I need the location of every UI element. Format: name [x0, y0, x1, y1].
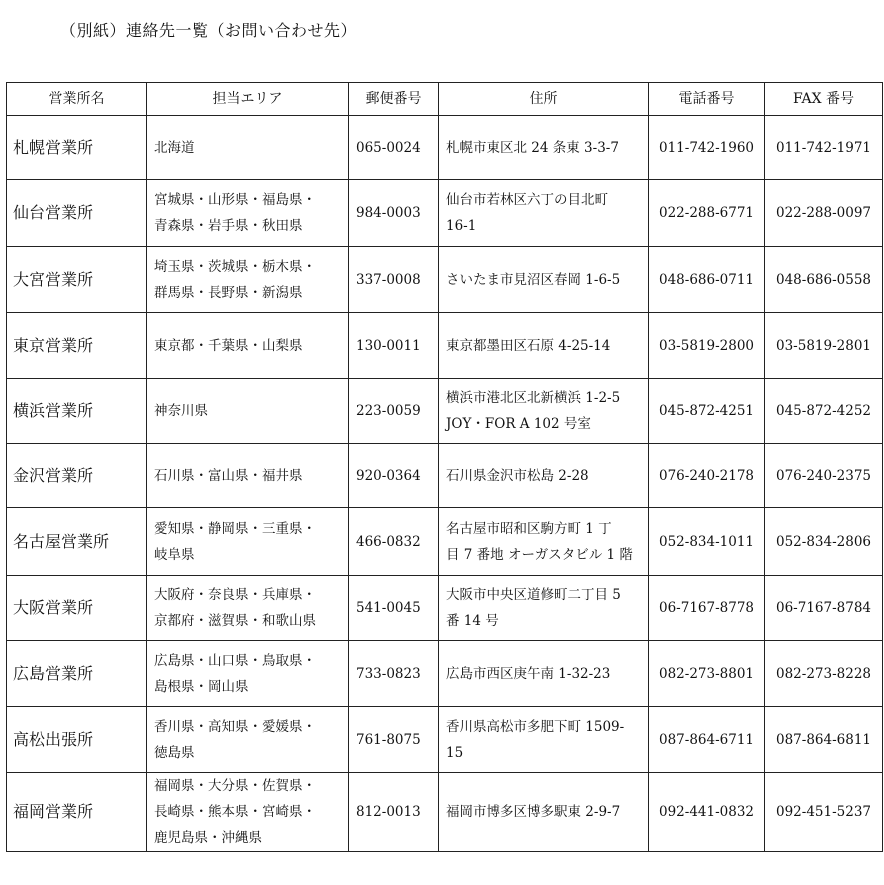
cell-fax: 045-872-4252: [765, 379, 883, 444]
cell-fax: 076-240-2375: [765, 444, 883, 508]
address-line: 大阪市中央区道修町二丁目 5: [446, 587, 621, 603]
area-line: 長崎県・熊本県・宮崎県・: [154, 804, 316, 820]
cell-phone: 087-864-6711: [649, 707, 765, 773]
cell-postal: 984-0003: [349, 180, 439, 247]
address-line: 15: [446, 744, 464, 761]
cell-area: [147, 576, 349, 641]
cell-area: [147, 508, 349, 576]
cell-address: [439, 116, 649, 180]
cell-phone: 06-7167-8778: [649, 576, 765, 641]
header-address: 住所: [439, 83, 649, 116]
table-row: [7, 379, 883, 444]
cell-postal: 466-0832: [349, 508, 439, 576]
cell-phone: 082-273-8801: [649, 641, 765, 707]
area-line: 埼玉県・茨城県・栃木県・: [154, 258, 316, 275]
address-line: 仙台市若林区六丁の目北町: [446, 192, 608, 208]
table-body: [7, 116, 883, 852]
cell-postal: 130-0011: [349, 313, 439, 379]
address-line: 名古屋市昭和区駒方町 1 丁: [446, 520, 612, 537]
header-area: 担当エリア: [147, 83, 349, 116]
cell-postal: 223-0059: [349, 379, 439, 444]
cell-fax: 03-5819-2801: [765, 313, 883, 379]
table-row: [7, 508, 883, 576]
address-line: JOY・FOR A 102 号室: [446, 416, 591, 432]
area-line: 宮城県・山形県・福島県・: [154, 192, 316, 208]
cell-postal: 541-0045: [349, 576, 439, 641]
area-line: 東京都・千葉県・山梨県: [154, 337, 303, 354]
cell-address: [439, 641, 649, 707]
cell-phone: 045-872-4251: [649, 379, 765, 444]
table-row: [7, 773, 883, 852]
cell-address: [439, 576, 649, 641]
area-line: 福岡県・大分県・佐賀県・: [154, 778, 316, 794]
cell-phone: 022-288-6771: [649, 180, 765, 247]
address-line: 札幌市東区北 24 条東 3-3-7: [446, 139, 619, 156]
area-line: 大阪府・奈良県・兵庫県・: [154, 587, 316, 603]
cell-postal: 065-0024: [349, 116, 439, 180]
address-line: 広島市西区庚午南 1-32-23: [446, 665, 611, 682]
cell-fax: 092-451-5237: [765, 773, 883, 852]
cell-area: [147, 773, 349, 852]
area-line: 北海道: [154, 139, 195, 156]
area-line: 石川県・富山県・福井県: [154, 467, 303, 484]
table-row: [7, 576, 883, 641]
cell-area: [147, 313, 349, 379]
cell-office: 金沢営業所: [7, 444, 147, 508]
area-line: 群馬県・長野県・新潟県: [154, 284, 303, 301]
table-row: [7, 707, 883, 773]
cell-area: [147, 641, 349, 707]
table-row: [7, 641, 883, 707]
cell-fax: 06-7167-8784: [765, 576, 883, 641]
cell-address: [439, 707, 649, 773]
cell-address: [439, 247, 649, 313]
cell-area: [147, 444, 349, 508]
address-line: 16-1: [446, 218, 477, 234]
cell-office: 福岡営業所: [7, 773, 147, 852]
header-fax: FAX 番号: [765, 83, 883, 116]
cell-fax: 011-742-1971: [765, 116, 883, 180]
cell-address: [439, 379, 649, 444]
area-line: 鹿児島県・沖縄県: [154, 830, 262, 846]
cell-area: [147, 379, 349, 444]
header-office: 営業所名: [7, 83, 147, 116]
cell-postal: 812-0013: [349, 773, 439, 852]
cell-address: [439, 313, 649, 379]
cell-postal: 337-0008: [349, 247, 439, 313]
address-line: 香川県高松市多肥下町 1509-: [446, 718, 625, 735]
cell-office: 仙台営業所: [7, 180, 147, 247]
cell-office: 名古屋営業所: [7, 508, 147, 576]
address-line: 石川県金沢市松島 2-28: [446, 467, 589, 484]
cell-office: 東京営業所: [7, 313, 147, 379]
cell-fax: 022-288-0097: [765, 180, 883, 247]
table-row: [7, 247, 883, 313]
cell-phone: 048-686-0711: [649, 247, 765, 313]
cell-area: [147, 707, 349, 773]
cell-area: [147, 116, 349, 180]
area-line: 京都府・滋賀県・和歌山県: [154, 613, 316, 629]
cell-office: 大阪営業所: [7, 576, 147, 641]
area-line: 神奈川県: [154, 403, 208, 419]
address-line: 番 14 号: [446, 613, 499, 629]
cell-office: 高松出張所: [7, 707, 147, 773]
cell-phone: 03-5819-2800: [649, 313, 765, 379]
cell-fax: 082-273-8228: [765, 641, 883, 707]
cell-fax: 048-686-0558: [765, 247, 883, 313]
area-line: 徳島県: [154, 744, 195, 761]
table-header-row: [7, 83, 883, 116]
cell-office: 広島営業所: [7, 641, 147, 707]
cell-office: 札幌営業所: [7, 116, 147, 180]
table-row: [7, 116, 883, 180]
address-line: 福岡市博多区博多駅東 2-9-7: [446, 804, 621, 820]
cell-office: 大宮営業所: [7, 247, 147, 313]
cell-office: 横浜営業所: [7, 379, 147, 444]
cell-address: [439, 773, 649, 852]
cell-address: [439, 444, 649, 508]
area-line: 香川県・高知県・愛媛県・: [154, 718, 316, 735]
address-line: 目 7 番地 オーガスタビル 1 階: [446, 546, 633, 563]
area-line: 岐阜県: [154, 546, 195, 563]
cell-address: [439, 180, 649, 247]
area-line: 愛知県・静岡県・三重県・: [154, 520, 316, 537]
cell-postal: 733-0823: [349, 641, 439, 707]
contact-table: [6, 82, 883, 852]
cell-area: [147, 247, 349, 313]
cell-fax: 052-834-2806: [765, 508, 883, 576]
cell-phone: 076-240-2178: [649, 444, 765, 508]
cell-fax: 087-864-6811: [765, 707, 883, 773]
area-line: 島根県・岡山県: [154, 678, 249, 695]
table-row: [7, 313, 883, 379]
table-row: [7, 444, 883, 508]
area-line: 青森県・岩手県・秋田県: [154, 218, 303, 234]
cell-phone: 011-742-1960: [649, 116, 765, 180]
address-line: さいたま市見沼区春岡 1-6-5: [446, 271, 621, 288]
header-postal: 郵便番号: [349, 83, 439, 116]
area-line: 広島県・山口県・鳥取県・: [154, 652, 316, 669]
cell-phone: 052-834-1011: [649, 508, 765, 576]
page-title: （別紙）連絡先一覧（お問い合わせ先）: [60, 21, 358, 40]
cell-phone: 092-441-0832: [649, 773, 765, 852]
cell-area: [147, 180, 349, 247]
cell-postal: 761-8075: [349, 707, 439, 773]
cell-address: [439, 508, 649, 576]
address-line: 東京都墨田区石原 4-25-14: [446, 337, 611, 354]
cell-postal: 920-0364: [349, 444, 439, 508]
header-phone: 電話番号: [649, 83, 765, 116]
address-line: 横浜市港北区北新横浜 1-2-5: [446, 390, 621, 406]
table-row: [7, 180, 883, 247]
